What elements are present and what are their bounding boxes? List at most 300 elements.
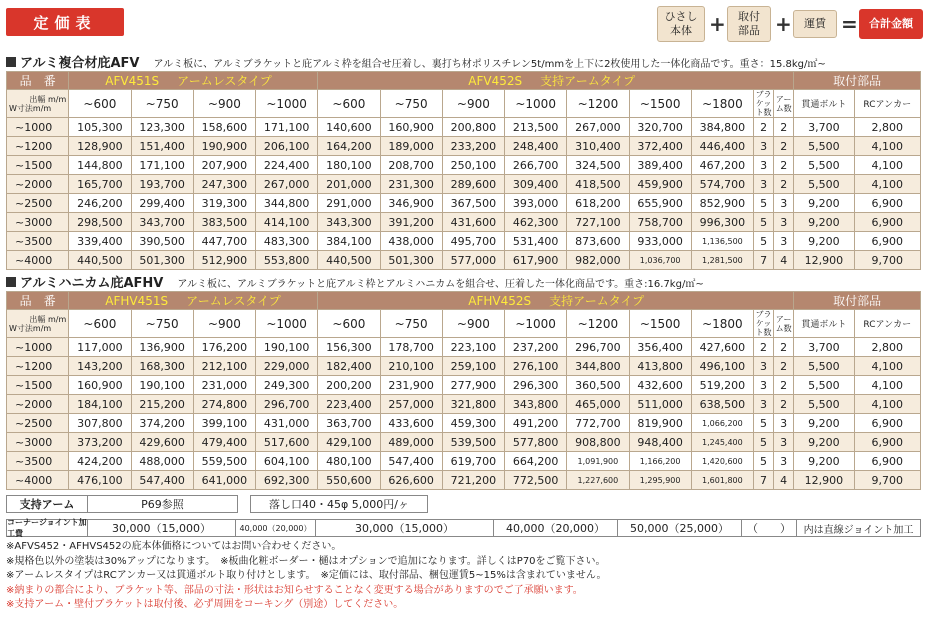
col-depth: ~1000 xyxy=(505,90,567,118)
model-code: AFHV452S xyxy=(468,294,532,308)
col-depth: ~750 xyxy=(380,90,442,118)
price-cell: 577,000 xyxy=(442,251,504,270)
bracket-count: 7 xyxy=(754,471,774,490)
table-row xyxy=(7,338,921,357)
price-cell: 1,036,700 xyxy=(629,251,691,270)
table-row xyxy=(7,156,921,175)
col-depth: ~1500 xyxy=(629,310,691,338)
price-cell: 459,900 xyxy=(629,175,691,194)
corner-joint-price: 30,000（15,000） xyxy=(88,519,236,537)
price-cell: 182,400 xyxy=(318,357,380,376)
price-cell: 140,600 xyxy=(318,118,380,137)
price-cell: 641,000 xyxy=(193,471,255,490)
table-row xyxy=(7,452,921,471)
price-cell: 184,100 xyxy=(69,395,131,414)
price-cell: 429,600 xyxy=(131,433,193,452)
price-table-afv xyxy=(6,71,921,270)
price-cell: 559,500 xyxy=(193,452,255,471)
col-depth: ~1800 xyxy=(691,310,753,338)
price-cell: 1,166,200 xyxy=(629,452,691,471)
unit-label: m/m xyxy=(47,94,67,104)
bracket-count: 7 xyxy=(754,251,774,270)
price-cell: 231,900 xyxy=(380,376,442,395)
depth-label: 出幅 xyxy=(29,314,46,324)
price-cell: 189,000 xyxy=(380,137,442,156)
price-cell: 908,800 xyxy=(567,433,629,452)
price-cell: 231,300 xyxy=(380,175,442,194)
price-cell: 772,500 xyxy=(505,471,567,490)
price-cell: 480,100 xyxy=(318,452,380,471)
rc-anchor-price: 4,100 xyxy=(854,137,920,156)
bolt-price: 9,200 xyxy=(794,232,854,251)
formula-parts: 取付 部品 xyxy=(727,6,771,42)
table-row xyxy=(7,213,921,232)
price-cell: 156,300 xyxy=(318,338,380,357)
row-width: ~2000 xyxy=(7,175,69,194)
col-depth: ~600 xyxy=(318,310,380,338)
rc-anchor-price: 6,900 xyxy=(854,213,920,232)
corner-joint-label: コーナージョイント加工費 xyxy=(7,518,87,538)
price-cell: 296,300 xyxy=(505,376,567,395)
price-cell: 413,800 xyxy=(629,357,691,376)
table-row xyxy=(7,433,921,452)
support-arm-row xyxy=(6,495,428,513)
rc-anchor-price: 4,100 xyxy=(854,376,920,395)
price-cell: 164,200 xyxy=(318,137,380,156)
price-cell: 1,420,600 xyxy=(691,452,753,471)
col-depth: ~750 xyxy=(131,310,193,338)
arm-count: 2 xyxy=(774,395,794,414)
arm-count: 2 xyxy=(774,137,794,156)
arm-count: 3 xyxy=(774,433,794,452)
price-cell: 136,900 xyxy=(131,338,193,357)
bracket-count: 5 xyxy=(754,213,774,232)
col-depth: ~1000 xyxy=(256,90,318,118)
bolt-price: 12,900 xyxy=(794,251,854,270)
price-table-afhv xyxy=(6,291,921,490)
price-cell: 511,000 xyxy=(629,395,691,414)
col-arm-count: アーム数 xyxy=(774,310,794,338)
price-cell: 168,300 xyxy=(131,357,193,376)
arm-count: 2 xyxy=(774,376,794,395)
price-cell: 512,900 xyxy=(193,251,255,270)
price-cell: 1,601,800 xyxy=(691,471,753,490)
price-cell: 638,500 xyxy=(691,395,753,414)
price-cell: 224,400 xyxy=(256,156,318,175)
bracket-count: 5 xyxy=(754,433,774,452)
price-cell: 465,000 xyxy=(567,395,629,414)
rc-anchor-price: 4,100 xyxy=(854,357,920,376)
width-label: W寸法 xyxy=(9,323,33,333)
bracket-count: 3 xyxy=(754,175,774,194)
bracket-count: 3 xyxy=(754,137,774,156)
section-afhv-header xyxy=(6,272,704,291)
hinban-label: 品 番 xyxy=(7,72,69,90)
table-row xyxy=(7,137,921,156)
price-cell: 144,800 xyxy=(69,156,131,175)
price-cell: 277,900 xyxy=(442,376,504,395)
price-cell: 324,500 xyxy=(567,156,629,175)
formula-total: 合計金額 xyxy=(859,9,923,39)
rc-anchor-price: 2,800 xyxy=(854,338,920,357)
price-cell: 190,100 xyxy=(131,376,193,395)
arm-count: 3 xyxy=(774,194,794,213)
price-cell: 374,200 xyxy=(131,414,193,433)
footnotes xyxy=(6,540,606,613)
price-cell: 427,600 xyxy=(691,338,753,357)
bolt-price: 9,200 xyxy=(794,414,854,433)
rc-anchor-price: 4,100 xyxy=(854,175,920,194)
col-depth: ~1800 xyxy=(691,90,753,118)
price-cell: 321,800 xyxy=(442,395,504,414)
row-width: ~3000 xyxy=(7,433,69,452)
row-width: ~2000 xyxy=(7,395,69,414)
parts-label: 取付部品 xyxy=(794,72,921,90)
price-cell: 267,000 xyxy=(567,118,629,137)
price-cell: 250,100 xyxy=(442,156,504,175)
price-cell: 547,400 xyxy=(380,452,442,471)
price-cell: 626,600 xyxy=(380,471,442,490)
bolt-price: 5,500 xyxy=(794,357,854,376)
model-code: AFV452S xyxy=(468,74,523,88)
table-header-row xyxy=(7,292,921,310)
bracket-count: 3 xyxy=(754,376,774,395)
price-cell: 346,900 xyxy=(380,194,442,213)
price-cell: 431,000 xyxy=(256,414,318,433)
corner-joint-note: 内は直線ジョイント加工 xyxy=(797,519,921,537)
row-width: ~3500 xyxy=(7,452,69,471)
price-cell: 727,100 xyxy=(567,213,629,232)
bolt-price: 5,500 xyxy=(794,156,854,175)
price-cell: 343,800 xyxy=(505,395,567,414)
price-cell: 459,300 xyxy=(442,414,504,433)
depth-label: 出幅 xyxy=(29,94,46,104)
col-depth: ~1500 xyxy=(629,90,691,118)
price-cell: 117,000 xyxy=(69,338,131,357)
price-cell: 758,700 xyxy=(629,213,691,232)
table-header-row xyxy=(7,72,921,90)
price-cell: 476,100 xyxy=(69,471,131,490)
table-row xyxy=(7,395,921,414)
price-cell: 343,300 xyxy=(318,213,380,232)
price-cell: 266,700 xyxy=(505,156,567,175)
corner-joint-price: 30,000（15,000） xyxy=(316,519,494,537)
rc-anchor-price: 9,700 xyxy=(854,471,920,490)
row-width: ~1200 xyxy=(7,137,69,156)
price-cell: 296,700 xyxy=(567,338,629,357)
hinban-label: 品 番 xyxy=(7,292,69,310)
table-subheader-row xyxy=(7,90,921,118)
price-cell: 213,500 xyxy=(505,118,567,137)
rc-anchor-price: 6,900 xyxy=(854,232,920,251)
price-cell: 389,400 xyxy=(629,156,691,175)
price-cell: 1,281,500 xyxy=(691,251,753,270)
price-cell: 424,200 xyxy=(69,452,131,471)
corner-joint-price: 40,000（20,000） xyxy=(236,519,316,537)
corner-joint-paren: （ ） xyxy=(742,519,797,537)
corner-joint-row xyxy=(6,519,921,537)
price-cell: 296,700 xyxy=(256,395,318,414)
price-cell: 619,700 xyxy=(442,452,504,471)
rc-anchor-price: 6,900 xyxy=(854,414,920,433)
price-cell: 462,300 xyxy=(505,213,567,232)
bracket-count: 3 xyxy=(754,156,774,175)
price-formula xyxy=(657,6,923,42)
price-cell: 310,400 xyxy=(567,137,629,156)
price-cell: 399,100 xyxy=(193,414,255,433)
bolt-price: 3,700 xyxy=(794,118,854,137)
row-width: ~3000 xyxy=(7,213,69,232)
price-cell: 772,700 xyxy=(567,414,629,433)
table-row xyxy=(7,175,921,194)
bracket-count: 2 xyxy=(754,118,774,137)
section-desc: アルミ板に、アルミブラケットと庇アルミ枠を組合せ圧着し、裏打ち材ポリスチレン5t/mmを上下に2枚使用した一体化商品です。重さ：15.8kg/㎡~ xyxy=(153,59,826,70)
price-cell: 249,300 xyxy=(256,376,318,395)
price-cell: 372,400 xyxy=(629,137,691,156)
arm-count: 2 xyxy=(774,338,794,357)
row-width: ~2500 xyxy=(7,194,69,213)
bolt-price: 9,200 xyxy=(794,194,854,213)
price-cell: 165,700 xyxy=(69,175,131,194)
footnote-warning: ※支持アーム・壁付ブラケットは取付後、必ず周囲をコーキング（別途）してください。 xyxy=(6,599,404,610)
price-cell: 664,200 xyxy=(505,452,567,471)
price-cell: 171,100 xyxy=(131,156,193,175)
price-cell: 692,300 xyxy=(256,471,318,490)
formula-freight: 運賃 xyxy=(793,10,837,38)
col-depth: ~900 xyxy=(442,310,504,338)
price-cell: 483,300 xyxy=(256,232,318,251)
price-cell: 418,500 xyxy=(567,175,629,194)
parts-label: 取付部品 xyxy=(794,292,921,310)
price-cell: 433,600 xyxy=(380,414,442,433)
price-cell: 996,300 xyxy=(691,213,753,232)
page-title: 定価表 xyxy=(6,8,124,36)
price-cell: 180,100 xyxy=(318,156,380,175)
price-cell: 618,200 xyxy=(567,194,629,213)
row-width: ~2500 xyxy=(7,414,69,433)
size-corner xyxy=(7,90,69,118)
price-cell: 105,300 xyxy=(69,118,131,137)
model-type: 支持アームタイプ xyxy=(549,294,645,308)
row-width: ~1000 xyxy=(7,118,69,137)
price-cell: 248,400 xyxy=(505,137,567,156)
price-cell: 206,100 xyxy=(256,137,318,156)
bracket-count: 5 xyxy=(754,232,774,251)
support-arm-value: P69参照 xyxy=(88,495,238,513)
price-cell: 414,100 xyxy=(256,213,318,232)
price-cell: 873,600 xyxy=(567,232,629,251)
footnote: ※AFVS452・AFHVS452の庇本体価格についてはお問い合わせください。 xyxy=(6,541,342,552)
rc-anchor-price: 6,900 xyxy=(854,433,920,452)
col-depth: ~600 xyxy=(69,310,131,338)
price-cell: 200,800 xyxy=(442,118,504,137)
price-cell: 233,200 xyxy=(442,137,504,156)
corner-joint-price: 50,000（25,000） xyxy=(618,519,742,537)
price-cell: 440,500 xyxy=(69,251,131,270)
formula-equals: = xyxy=(841,12,858,36)
price-cell: 160,900 xyxy=(380,118,442,137)
unit-label: m/m xyxy=(32,103,52,113)
arm-count: 4 xyxy=(774,251,794,270)
row-width: ~1200 xyxy=(7,357,69,376)
section-marker-icon xyxy=(6,57,16,67)
col-arm-count: アーム数 xyxy=(774,90,794,118)
table-row xyxy=(7,118,921,137)
price-cell: 200,200 xyxy=(318,376,380,395)
table-row xyxy=(7,194,921,213)
price-cell: 479,400 xyxy=(193,433,255,452)
price-cell: 1,227,600 xyxy=(567,471,629,490)
col-rc-anchor: RCアンカー xyxy=(854,90,920,118)
rc-anchor-price: 4,100 xyxy=(854,395,920,414)
bolt-price: 5,500 xyxy=(794,137,854,156)
price-cell: 212,100 xyxy=(193,357,255,376)
arm-count: 3 xyxy=(774,452,794,471)
arm-count: 2 xyxy=(774,175,794,194)
section-afv-header xyxy=(6,52,826,71)
footnote-warning: ※納まりの都合により、ブラケット等、部品の寸法・形状はお知らせすることなく変更する場合がありますのでご了承願います。 xyxy=(6,584,583,596)
price-cell: 550,600 xyxy=(318,471,380,490)
row-width: ~1000 xyxy=(7,338,69,357)
price-cell: 207,900 xyxy=(193,156,255,175)
arm-count: 2 xyxy=(774,118,794,137)
col-depth: ~1000 xyxy=(505,310,567,338)
price-cell: 383,500 xyxy=(193,213,255,232)
price-cell: 373,200 xyxy=(69,433,131,452)
price-cell: 1,091,900 xyxy=(567,452,629,471)
price-cell: 171,100 xyxy=(256,118,318,137)
price-cell: 447,700 xyxy=(193,232,255,251)
price-cell: 489,000 xyxy=(380,433,442,452)
price-cell: 1,136,500 xyxy=(691,232,753,251)
price-cell: 158,600 xyxy=(193,118,255,137)
price-cell: 298,500 xyxy=(69,213,131,232)
price-cell: 190,100 xyxy=(256,338,318,357)
col-depth: ~1200 xyxy=(567,310,629,338)
price-cell: 276,100 xyxy=(505,357,567,376)
price-cell: 231,000 xyxy=(193,376,255,395)
table-row xyxy=(7,376,921,395)
bracket-count: 5 xyxy=(754,452,774,471)
price-cell: 267,000 xyxy=(256,175,318,194)
formula-plus: + xyxy=(709,12,726,36)
price-cell: 933,000 xyxy=(629,232,691,251)
section-desc: アルミ板に、アルミブラケットと庇アルミ枠とアルミハニカムを組合せ、圧着した一体化商品です。重さ:16.7kg/㎡~ xyxy=(177,279,704,290)
col-rc-anchor: RCアンカー xyxy=(854,310,920,338)
price-cell: 467,200 xyxy=(691,156,753,175)
rc-anchor-price: 9,700 xyxy=(854,251,920,270)
price-cell: 948,400 xyxy=(629,433,691,452)
rc-anchor-price: 4,100 xyxy=(854,156,920,175)
bolt-price: 3,700 xyxy=(794,338,854,357)
price-cell: 721,200 xyxy=(442,471,504,490)
section-name: アルミハニカム庇AFHV xyxy=(20,276,164,291)
model-type: アームレスタイプ xyxy=(186,294,281,308)
price-cell: 201,000 xyxy=(318,175,380,194)
price-cell: 517,600 xyxy=(256,433,318,452)
price-cell: 390,500 xyxy=(131,232,193,251)
bolt-price: 5,500 xyxy=(794,175,854,194)
price-cell: 982,000 xyxy=(567,251,629,270)
row-width: ~4000 xyxy=(7,251,69,270)
price-cell: 429,100 xyxy=(318,433,380,452)
price-cell: 259,100 xyxy=(442,357,504,376)
price-cell: 247,300 xyxy=(193,175,255,194)
arm-count: 3 xyxy=(774,213,794,232)
price-cell: 519,200 xyxy=(691,376,753,395)
bolt-price: 12,900 xyxy=(794,471,854,490)
price-cell: 440,500 xyxy=(318,251,380,270)
formula-body: ひさし 本体 xyxy=(657,6,705,42)
price-cell: 190,900 xyxy=(193,137,255,156)
model-armless xyxy=(69,72,318,90)
price-cell: 495,700 xyxy=(442,232,504,251)
table-row xyxy=(7,414,921,433)
price-cell: 360,500 xyxy=(567,376,629,395)
col-depth: ~900 xyxy=(193,310,255,338)
price-cell: 574,700 xyxy=(691,175,753,194)
width-label: W寸法 xyxy=(9,103,33,113)
size-corner xyxy=(7,310,69,338)
price-cell: 446,400 xyxy=(691,137,753,156)
row-width: ~3500 xyxy=(7,232,69,251)
price-cell: 193,700 xyxy=(131,175,193,194)
bolt-price: 5,500 xyxy=(794,395,854,414)
rc-anchor-price: 6,900 xyxy=(854,194,920,213)
price-cell: 215,200 xyxy=(131,395,193,414)
table-subheader-row xyxy=(7,310,921,338)
price-cell: 1,066,200 xyxy=(691,414,753,433)
price-cell: 617,900 xyxy=(505,251,567,270)
col-depth: ~750 xyxy=(380,310,442,338)
bracket-count: 5 xyxy=(754,194,774,213)
price-cell: 431,600 xyxy=(442,213,504,232)
price-cell: 539,500 xyxy=(442,433,504,452)
price-cell: 604,100 xyxy=(256,452,318,471)
price-cell: 1,245,400 xyxy=(691,433,753,452)
drop-outlet-price: 落し口40・45φ 5,000円/ヶ xyxy=(250,495,428,513)
price-cell: 151,400 xyxy=(131,137,193,156)
table-row xyxy=(7,232,921,251)
price-cell: 319,300 xyxy=(193,194,255,213)
price-cell: 501,300 xyxy=(131,251,193,270)
formula-plus: + xyxy=(775,12,792,36)
model-arm xyxy=(318,72,794,90)
price-cell: 367,500 xyxy=(442,194,504,213)
price-cell: 178,700 xyxy=(380,338,442,357)
corner-joint-price: 40,000（20,000） xyxy=(494,519,618,537)
model-type: 支持アームタイプ xyxy=(540,74,636,88)
arm-count: 3 xyxy=(774,414,794,433)
price-cell: 143,200 xyxy=(69,357,131,376)
col-depth: ~1000 xyxy=(256,310,318,338)
price-cell: 237,200 xyxy=(505,338,567,357)
col-depth: ~900 xyxy=(193,90,255,118)
price-cell: 160,900 xyxy=(69,376,131,395)
table-row xyxy=(7,471,921,490)
col-depth: ~900 xyxy=(442,90,504,118)
price-cell: 384,800 xyxy=(691,118,753,137)
row-width: ~4000 xyxy=(7,471,69,490)
price-cell: 208,700 xyxy=(380,156,442,175)
price-cell: 852,900 xyxy=(691,194,753,213)
price-cell: 819,900 xyxy=(629,414,691,433)
col-bracket-count: ブラケット数 xyxy=(754,310,774,338)
price-cell: 344,800 xyxy=(567,357,629,376)
arm-count: 2 xyxy=(774,357,794,376)
price-cell: 223,100 xyxy=(442,338,504,357)
col-depth: ~1200 xyxy=(567,90,629,118)
